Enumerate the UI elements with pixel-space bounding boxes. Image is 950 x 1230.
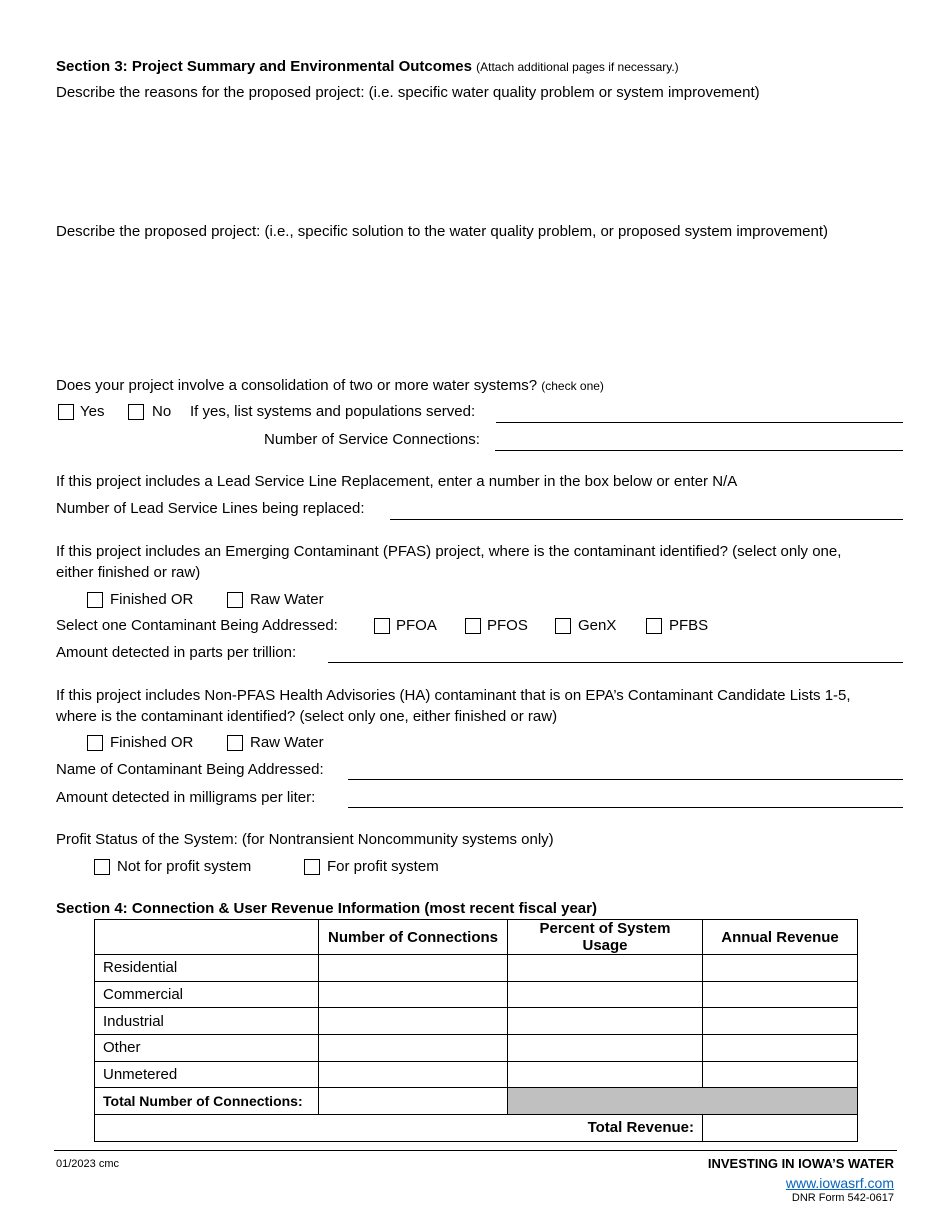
consolidation-no-label: No <box>152 403 172 420</box>
table-row <box>95 981 858 1008</box>
footer-tagline: INVESTING IN IOWA’S WATER <box>707 1156 894 1171</box>
header-usage: Percent of System Usage <box>508 920 703 955</box>
footer-divider <box>54 1150 897 1151</box>
pfas-raw-checkbox[interactable] <box>227 592 243 608</box>
shaded-cell <box>508 1088 858 1115</box>
not-for-profit-label: Not for profit system <box>117 858 252 875</box>
pfas-amount-label: Amount detected in parts per trillion: <box>56 644 297 661</box>
pfas-amount-field[interactable] <box>328 662 903 663</box>
not-for-profit-checkbox[interactable] <box>94 859 110 875</box>
total-revenue-label: Total Revenue: <box>95 1115 703 1142</box>
connections-cell[interactable] <box>319 1035 508 1062</box>
revenue-cell[interactable] <box>703 1008 858 1035</box>
revenue-table <box>94 919 858 1142</box>
pfoa-checkbox[interactable] <box>374 618 390 634</box>
header-revenue: Annual Revenue <box>703 920 858 955</box>
nonpfas-prompt-line1: If this project includes Non-PFAS Health Advisories (HA) contaminant that is on EPA’s Contaminant Candidate Lists 1-5, <box>56 687 851 704</box>
table-header-row <box>95 920 858 955</box>
section-3-heading <box>56 58 679 75</box>
connections-cell[interactable] <box>319 981 508 1008</box>
usage-cell[interactable] <box>508 1008 703 1035</box>
revenue-cell[interactable] <box>703 955 858 982</box>
revenue-cell[interactable] <box>703 1035 858 1062</box>
pfas-prompt-line1: If this project includes an Emerging Contaminant (PFAS) project, where is the contaminant identified? (select only one, <box>56 543 842 560</box>
table-row <box>95 1008 858 1035</box>
footer-form-number: DNR Form 542-0617 <box>791 1192 894 1204</box>
section-3-title: Section 3: Project Summary and Environmental Outcomes <box>56 58 472 75</box>
usage-cell[interactable] <box>508 981 703 1008</box>
for-profit-checkbox[interactable] <box>304 859 320 875</box>
reasons-prompt: Describe the reasons for the proposed project: (i.e. specific water quality problem or system improvement) <box>56 84 760 101</box>
pfas-raw-label: Raw Water <box>250 591 324 608</box>
connections-cell[interactable] <box>319 955 508 982</box>
consolidation-question <box>56 377 604 394</box>
footer-website-link[interactable]: www.iowasrf.com <box>785 1175 894 1191</box>
nonpfas-finished-label: Finished OR <box>110 734 194 751</box>
row-label: Commercial <box>95 981 319 1008</box>
nonpfas-raw-label: Raw Water <box>250 734 324 751</box>
row-label: Industrial <box>95 1008 319 1035</box>
genx-label: GenX <box>578 617 617 634</box>
systems-populations-label: If yes, list systems and populations served: <box>190 403 476 420</box>
footer-date: 01/2023 cmc <box>56 1158 119 1170</box>
total-connections-row <box>95 1088 858 1115</box>
total-connections-label: Total Number of Connections: <box>95 1088 319 1115</box>
consolidation-no-checkbox[interactable] <box>128 404 144 420</box>
pfos-label: PFOS <box>487 617 528 634</box>
nonpfas-raw-checkbox[interactable] <box>227 735 243 751</box>
pfas-prompt-line2: either finished or raw) <box>56 564 201 581</box>
header-blank <box>95 920 319 955</box>
usage-cell[interactable] <box>508 1061 703 1088</box>
genx-checkbox[interactable] <box>555 618 571 634</box>
nonpfas-finished-checkbox[interactable] <box>87 735 103 751</box>
consolidation-yes-label: Yes <box>80 403 105 420</box>
project-prompt: Describe the proposed project: (i.e., specific solution to the water quality problem, or proposed system improvement) <box>56 223 829 240</box>
consolidation-question-note: (check one) <box>541 379 604 393</box>
pfbs-label: PFBS <box>669 617 709 634</box>
pfbs-checkbox[interactable] <box>646 618 662 634</box>
table-row <box>95 955 858 982</box>
connections-cell[interactable] <box>319 1008 508 1035</box>
row-label: Residential <box>95 955 319 982</box>
nonpfas-amount-field[interactable] <box>348 807 903 808</box>
section-3-note: (Attach additional pages if necessary.) <box>476 60 679 74</box>
section-4-title: Section 4: Connection & User Revenue Information (most recent fiscal year) <box>56 900 597 917</box>
usage-cell[interactable] <box>508 1035 703 1062</box>
header-connections: Number of Connections <box>319 920 508 955</box>
revenue-cell[interactable] <box>703 1061 858 1088</box>
lead-count-label: Number of Lead Service Lines being replaced: <box>56 500 365 517</box>
pfas-select-label: Select one Contaminant Being Addressed: <box>56 617 338 634</box>
total-connections-cell[interactable] <box>319 1088 508 1115</box>
pfos-checkbox[interactable] <box>465 618 481 634</box>
consolidation-yes-checkbox[interactable] <box>58 404 74 420</box>
usage-cell[interactable] <box>508 955 703 982</box>
total-revenue-cell[interactable] <box>703 1115 858 1142</box>
nonpfas-name-label: Name of Contaminant Being Addressed: <box>56 761 324 778</box>
nonpfas-name-field[interactable] <box>348 779 903 780</box>
row-label: Other <box>95 1035 319 1062</box>
lead-prompt: If this project includes a Lead Service Line Replacement, enter a number in the box below or enter N/A <box>56 473 738 490</box>
pfas-finished-label: Finished OR <box>110 591 194 608</box>
service-connections-field[interactable] <box>495 450 903 451</box>
profit-prompt: Profit Status of the System: (for Nontransient Noncommunity systems only) <box>56 831 554 848</box>
nonpfas-amount-label: Amount detected in milligrams per liter: <box>56 789 316 806</box>
table-row <box>95 1035 858 1062</box>
total-revenue-row <box>95 1115 858 1142</box>
connections-cell[interactable] <box>319 1061 508 1088</box>
lead-count-field[interactable] <box>390 519 903 520</box>
revenue-cell[interactable] <box>703 981 858 1008</box>
systems-populations-field[interactable] <box>496 422 903 423</box>
consolidation-question-text: Does your project involve a consolidation of two or more water systems? <box>56 377 538 394</box>
table-row <box>95 1061 858 1088</box>
nonpfas-prompt-line2: where is the contaminant identified? (select only one, either finished or raw) <box>56 708 558 725</box>
pfoa-label: PFOA <box>396 617 437 634</box>
for-profit-label: For profit system <box>327 858 439 875</box>
row-label: Unmetered <box>95 1061 319 1088</box>
service-connections-label: Number of Service Connections: <box>264 431 480 448</box>
pfas-finished-checkbox[interactable] <box>87 592 103 608</box>
